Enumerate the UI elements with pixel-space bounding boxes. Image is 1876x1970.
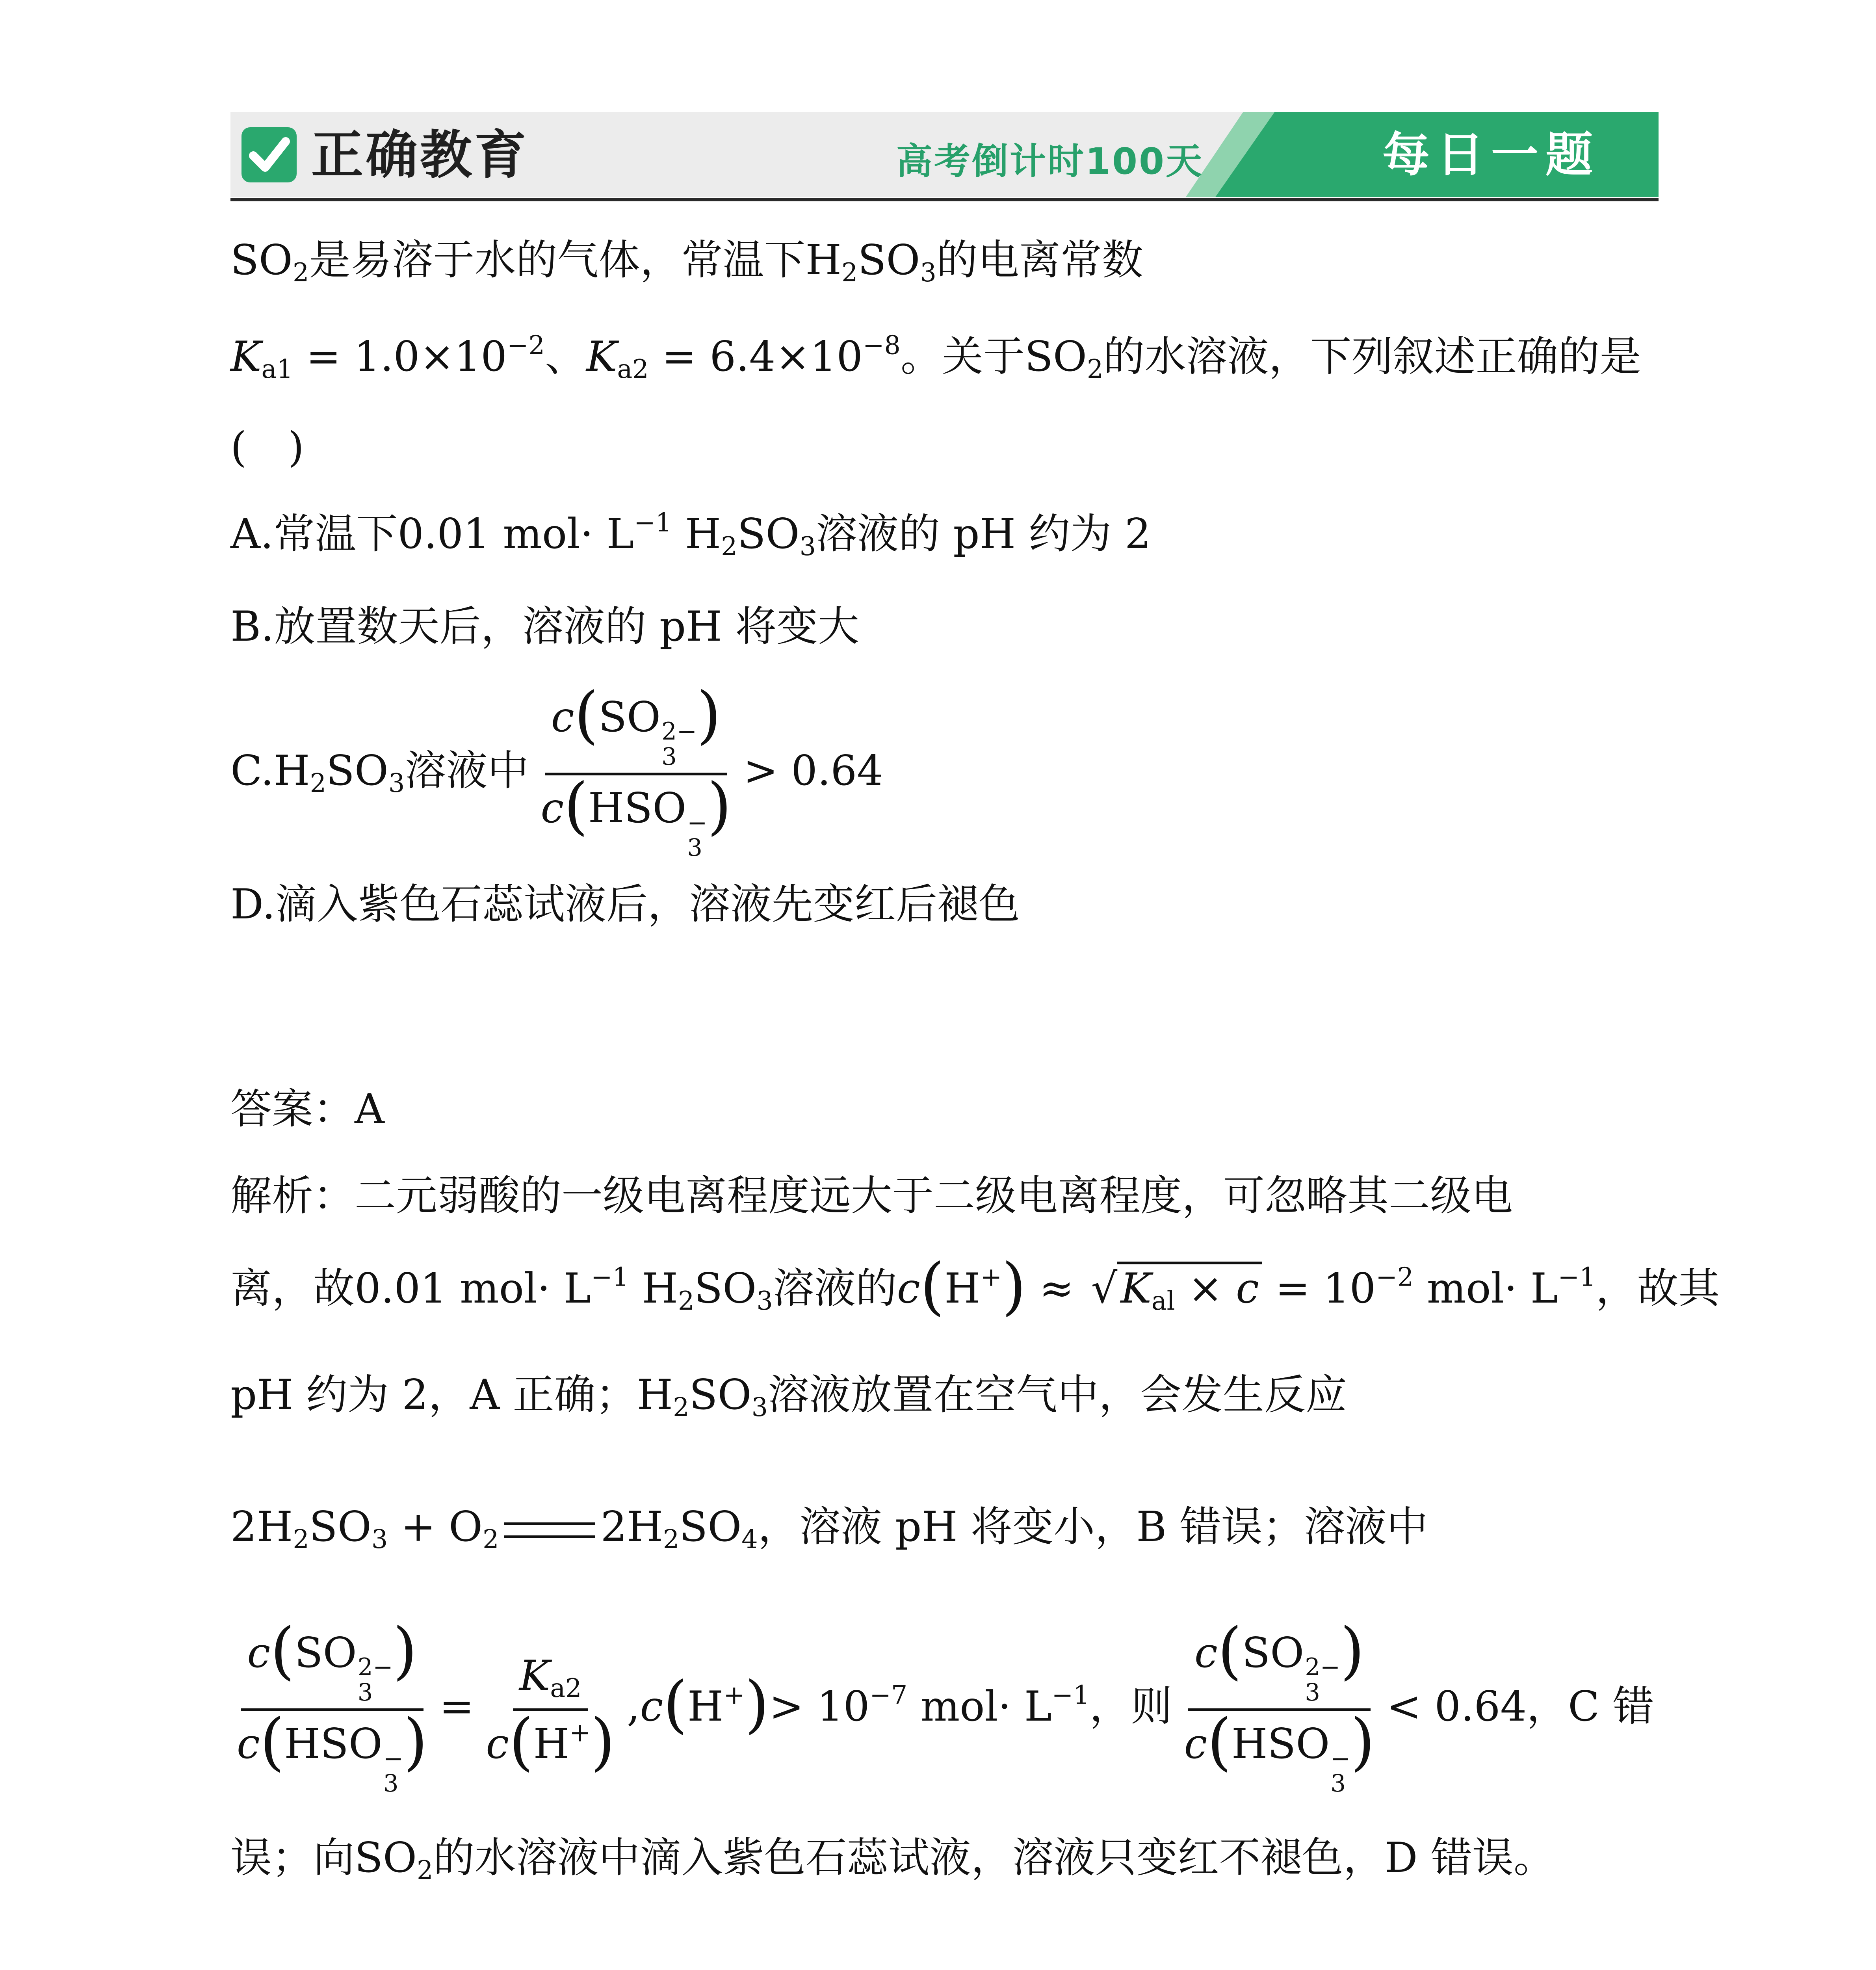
option-a: A.常温下0.01 $mol\cdot L^{-1}$ $H_2SO_3$溶液的 pH 约为 2 <box>230 508 1151 562</box>
ratio-fraction-2: c(SO 2− 3 ) c(HSO − 3 ) <box>237 1615 428 1798</box>
analysis-reaction: $2H_2SO_3 + O_2$ $2H_2SO_4$，溶液 pH 将变小，B 错误；溶液中 <box>230 1503 1428 1555</box>
countdown-text: 高考倒计时100天 <box>896 140 1204 182</box>
header-banner <box>230 112 1659 201</box>
analysis-line-6: 误；向$SO_2$的水溶液中滴入紫色石蕊试液，溶液只变红不褪色，D 错误。 <box>230 1834 1555 1886</box>
logo-check <box>241 127 297 182</box>
answer: 答案：A <box>230 1085 384 1133</box>
option-c: $C.H_2SO_3$溶液中 c(SO 2− 3 ) c(HSO − 3 ) > 0.64 <box>230 679 883 862</box>
ka2-fraction: $\frac{K_{a2}}{c(H^+)}$ <box>479 1646 621 1773</box>
ratio-fraction: c(SO 2− 3 ) c(HSO − 3 ) <box>541 679 732 862</box>
question-paren: ( ) <box>230 423 304 471</box>
sqrt-expression: $√K_{al} \times c$ <box>1087 1259 1262 1318</box>
analysis-line-3: pH 约为 2，A 正确；$H_2SO_3$溶液放置在空气中，会发生反应 <box>230 1371 1347 1423</box>
option-d: D.滴入紫色石蕊试液后，溶液先变红后褪色 <box>230 880 1020 928</box>
daily-question-title: 每日一题 <box>1382 128 1600 182</box>
ratio-fraction-3: c(SO 2− 3 ) c(HSO − 3 ) <box>1184 1615 1375 1798</box>
question-line-2: $K_{a1} = 1.0\times 10^{-2}$、$K_{a2} = 6.4\times 10^{-8}$。关于$SO_2$的水溶液，下列叙述正确的是 <box>230 331 1641 385</box>
analysis-line-2: 离，故0.01 $mol\cdot L^{-1}$ $H_2SO_3$溶液的$c(H^+) \approx √K_{al} \times c = 10^{-2}$ $mol\cdot L^{-1}$，故其 <box>230 1250 1720 1323</box>
header-rule <box>230 198 1659 201</box>
analysis-ratio-line: c(SO 2− 3 ) c(HSO − 3 ) = $\frac{K_{a2}}{c(H^+)}$ $,c(H^+)> 10^{-7}$ $mol\cdot L^{-1}$，则 c(SO 2− 3 ) c(HSO − 3 ) < 0.64，C 错 <box>230 1623 1654 1796</box>
question-line-1: $SO_2$是易溶于水的气体，常温下$H_2SO_3$的电离常数 <box>230 236 1143 288</box>
analysis-line-1: 解析：二元弱酸的一级电离程度远大于二级电离程度，可忽略其二级电 <box>230 1172 1513 1220</box>
equal-sign-double <box>504 1522 595 1538</box>
check-icon <box>241 127 297 182</box>
option-b: B.放置数天后，溶液的 pH 将变大 <box>230 602 860 650</box>
brand-name: 正确教育 <box>311 125 529 186</box>
